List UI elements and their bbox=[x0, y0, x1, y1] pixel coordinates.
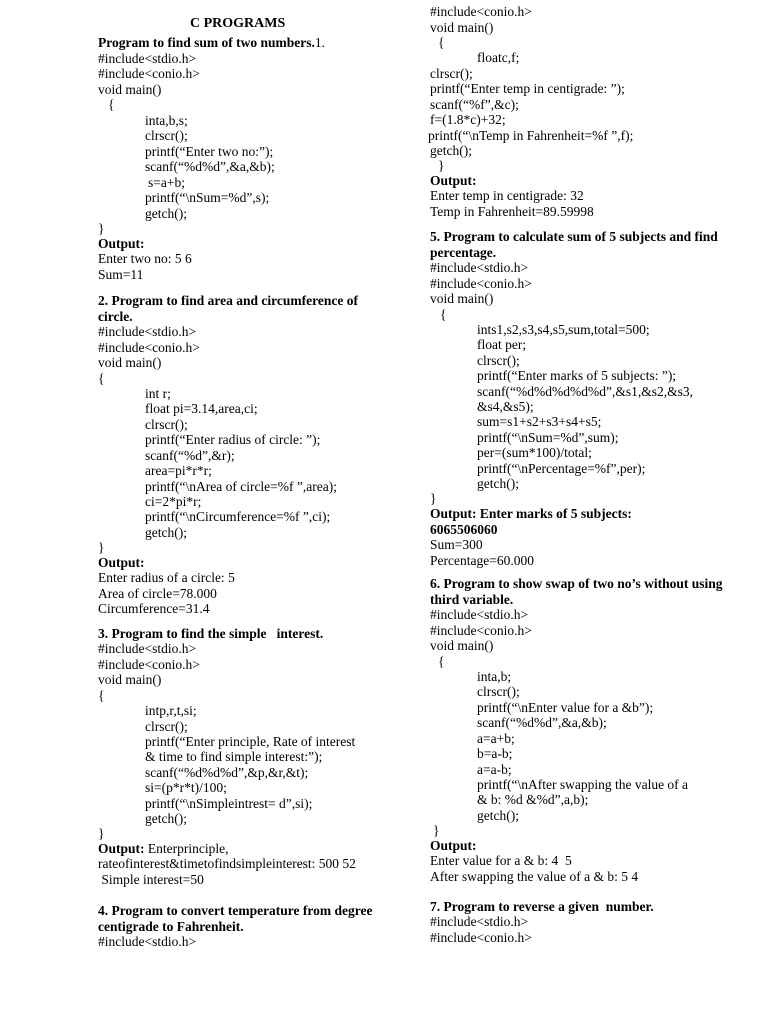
text-line bbox=[433, 823, 439, 839]
text-line bbox=[477, 368, 676, 384]
plain-text: area=pi*r*r; bbox=[145, 463, 212, 478]
plain-text: { bbox=[438, 35, 445, 50]
bold-text: circle. bbox=[98, 309, 133, 324]
text-line bbox=[145, 719, 188, 735]
text-line bbox=[98, 324, 196, 340]
plain-text: Enter temp in centigrade: 32 bbox=[430, 188, 584, 203]
text-line bbox=[98, 641, 196, 657]
plain-text: &s4,&s5); bbox=[477, 399, 534, 414]
plain-text: scanf(“%f”,&c); bbox=[430, 97, 519, 112]
plain-text: printf(“\nTemp in Fahrenheit=%f ”,f); bbox=[428, 128, 634, 143]
bold-text: Output: bbox=[98, 841, 148, 856]
text-line bbox=[98, 355, 161, 371]
text-line bbox=[430, 930, 532, 946]
plain-text: sum=s1+s2+s3+s4+s5; bbox=[477, 414, 602, 429]
plain-text: #include<conio.h> bbox=[98, 66, 200, 81]
text-line bbox=[98, 309, 133, 325]
text-line bbox=[477, 445, 592, 461]
plain-text: void main() bbox=[98, 82, 162, 97]
text-line bbox=[145, 509, 330, 525]
plain-text: per=(sum*100)/total; bbox=[477, 445, 592, 460]
text-line bbox=[477, 792, 588, 808]
text-line bbox=[430, 66, 473, 82]
text-line bbox=[430, 899, 654, 915]
plain-text: clrscr(); bbox=[477, 684, 520, 699]
text-line bbox=[430, 97, 519, 113]
text-line bbox=[440, 307, 446, 323]
plain-text: clrscr(); bbox=[145, 719, 188, 734]
plain-text: a=a-b; bbox=[477, 762, 512, 777]
text-line bbox=[477, 50, 519, 66]
plain-text: s=a+b; bbox=[148, 175, 185, 190]
text-line bbox=[98, 236, 145, 252]
plain-text: printf(“\nSum=%d”,sum); bbox=[477, 430, 619, 445]
bold-text: centigrade to Fahrenheit. bbox=[98, 919, 244, 934]
text-line bbox=[430, 607, 528, 623]
plain-text: clrscr(); bbox=[145, 128, 188, 143]
text-line bbox=[477, 353, 520, 369]
plain-text: Temp in Fahrenheit=89.59998 bbox=[430, 204, 594, 219]
plain-text: #include<stdio.h> bbox=[430, 607, 529, 622]
text-line bbox=[145, 206, 187, 222]
plain-text: Sum=300 bbox=[430, 537, 483, 552]
text-line bbox=[98, 35, 328, 51]
plain-text: Simple interest=50 bbox=[98, 872, 204, 887]
plain-text: printf(“\nEnter value for a &b”); bbox=[477, 700, 654, 715]
plain-text: getch(); bbox=[145, 811, 187, 826]
text-line bbox=[98, 570, 235, 586]
text-line bbox=[430, 491, 436, 507]
text-line bbox=[430, 81, 625, 97]
plain-text: Enter value for a & b: 4 5 bbox=[430, 853, 572, 868]
text-line bbox=[98, 251, 192, 267]
plain-text: void main() bbox=[430, 20, 494, 35]
text-line bbox=[477, 762, 512, 778]
text-line bbox=[145, 780, 227, 796]
plain-text: printf(“Enter two no:”); bbox=[145, 144, 274, 159]
plain-text: f=(1.8*c)+32; bbox=[430, 112, 506, 127]
plain-text: printf(“Enter temp in centigrade: ”); bbox=[430, 81, 625, 96]
plain-text: #include<conio.h> bbox=[430, 276, 532, 291]
text-line bbox=[430, 638, 493, 654]
plain-text: float per; bbox=[477, 337, 527, 352]
text-line bbox=[145, 463, 212, 479]
plain-text: After swapping the value of a & b: 5 4 bbox=[430, 869, 639, 884]
text-line bbox=[145, 190, 269, 206]
plain-text: clrscr(); bbox=[430, 66, 473, 81]
text-line bbox=[108, 97, 114, 113]
text-line bbox=[98, 626, 323, 642]
text-line bbox=[430, 553, 534, 569]
document-title: C PROGRAMS bbox=[190, 16, 286, 31]
bold-text: Output: bbox=[98, 236, 145, 251]
plain-text: } bbox=[98, 221, 105, 236]
text-line bbox=[430, 506, 632, 522]
plain-text: { bbox=[108, 97, 115, 112]
text-line bbox=[477, 322, 650, 338]
bold-text: Output: bbox=[430, 173, 477, 188]
text-line bbox=[145, 479, 337, 495]
text-line bbox=[430, 914, 528, 930]
text-line bbox=[145, 749, 322, 765]
plain-text: void main() bbox=[430, 291, 494, 306]
plain-text: Sum=11 bbox=[98, 267, 144, 282]
plain-text: printf(“Enter radius of circle: ”); bbox=[145, 432, 321, 447]
bold-text: third variable. bbox=[430, 592, 514, 607]
bold-text: percentage. bbox=[430, 245, 497, 260]
text-line bbox=[477, 700, 653, 716]
text-line bbox=[98, 221, 104, 237]
bold-text: 2. Program to find area and circumference of bbox=[98, 293, 358, 308]
plain-text: #include<stdio.h> bbox=[430, 914, 529, 929]
text-line bbox=[98, 934, 196, 950]
text-line bbox=[98, 66, 200, 82]
bold-text: Output: Enter marks of 5 subjects: bbox=[430, 506, 632, 521]
plain-text: } bbox=[438, 158, 445, 173]
bold-text: 5. Program to calculate sum of 5 subjects and find bbox=[430, 229, 718, 244]
plain-text: void main() bbox=[98, 672, 162, 687]
plain-text: { bbox=[440, 307, 447, 322]
text-line bbox=[98, 903, 373, 919]
plain-text: getch(); bbox=[430, 143, 472, 158]
bold-text: 6. Program to show swap of two no’s without using bbox=[430, 576, 723, 591]
plain-text: printf(“\nArea of circle=%f ”,area); bbox=[145, 479, 337, 494]
plain-text: & time to find simple interest:”); bbox=[145, 749, 323, 764]
plain-text: { bbox=[98, 688, 105, 703]
text-line bbox=[477, 461, 645, 477]
plain-text: } bbox=[430, 491, 437, 506]
text-line bbox=[477, 476, 519, 492]
plain-text: void main() bbox=[430, 638, 494, 653]
plain-text: #include<conio.h> bbox=[98, 657, 200, 672]
plain-text: scanf(“%d%d%d%d%d”,&s1,&s2,&s3, bbox=[477, 384, 693, 399]
plain-text: #include<stdio.h> bbox=[98, 324, 197, 339]
text-line bbox=[98, 672, 161, 688]
text-line bbox=[98, 826, 104, 842]
plain-text: Circumference=31.4 bbox=[98, 601, 210, 616]
plain-text: inta,b,s; bbox=[145, 113, 188, 128]
plain-text: #include<stdio.h> bbox=[430, 260, 529, 275]
plain-text: & b: %d &%d”,a,b); bbox=[477, 792, 589, 807]
text-line bbox=[430, 576, 723, 592]
text-line bbox=[98, 555, 145, 571]
text-line bbox=[430, 112, 506, 128]
bold-text: Output: bbox=[98, 555, 145, 570]
text-line bbox=[145, 703, 197, 719]
plain-text: float pi=3.14,area,ci; bbox=[145, 401, 258, 416]
plain-text: printf(“Enter principle, Rate of interest bbox=[145, 734, 356, 749]
plain-text: #include<conio.h> bbox=[430, 4, 532, 19]
text-line bbox=[145, 144, 273, 160]
plain-text: floatc,f; bbox=[477, 50, 520, 65]
text-line bbox=[145, 401, 258, 417]
plain-text: scanf(“%d”,&r); bbox=[145, 448, 235, 463]
bold-text: Output: bbox=[430, 838, 477, 853]
text-line bbox=[477, 731, 515, 747]
plain-text: intp,r,t,si; bbox=[145, 703, 197, 718]
plain-text: printf(“Enter marks of 5 subjects: ”); bbox=[477, 368, 677, 383]
text-line bbox=[430, 522, 498, 538]
plain-text: #include<conio.h> bbox=[430, 930, 532, 945]
plain-text: 1. bbox=[314, 35, 329, 50]
plain-text: #include<conio.h> bbox=[430, 623, 532, 638]
plain-text: } bbox=[98, 540, 105, 555]
text-line bbox=[438, 654, 444, 670]
plain-text: scanf(“%d%d%d”,&p,&r,&t); bbox=[145, 765, 309, 780]
bold-text: 6065506060 bbox=[430, 522, 498, 537]
plain-text: void main() bbox=[98, 355, 162, 370]
plain-text: rateofinterest&timetofindsimpleinterest: 500 52 bbox=[98, 856, 356, 871]
plain-text: #include<stdio.h> bbox=[98, 934, 197, 949]
plain-text: getch(); bbox=[145, 206, 187, 221]
text-line bbox=[98, 872, 204, 888]
plain-text: { bbox=[98, 371, 105, 386]
plain-text: { bbox=[438, 654, 445, 669]
bold-text: Program to find sum of two numbers. bbox=[98, 35, 315, 50]
plain-text: Area of circle=78.000 bbox=[98, 586, 217, 601]
text-line bbox=[98, 586, 217, 602]
plain-text: inta,b; bbox=[477, 669, 512, 684]
text-line bbox=[98, 293, 358, 309]
text-line bbox=[430, 623, 532, 639]
text-line bbox=[430, 853, 572, 869]
bold-text: 3. Program to find the simple interest. bbox=[98, 626, 324, 641]
text-line bbox=[477, 414, 601, 430]
text-line bbox=[430, 204, 594, 220]
text-line bbox=[477, 777, 688, 793]
plain-text: printf(“\nAfter swapping the value of a bbox=[477, 777, 689, 792]
text-line bbox=[428, 128, 633, 144]
text-line bbox=[430, 143, 472, 159]
text-line bbox=[98, 841, 228, 857]
text-line bbox=[145, 128, 188, 144]
plain-text: printf(“\nSimpleintrest= d”,si); bbox=[145, 796, 313, 811]
plain-text: clrscr(); bbox=[477, 353, 520, 368]
text-line bbox=[430, 20, 493, 36]
plain-text: printf(“\nPercentage=%f”,per); bbox=[477, 461, 646, 476]
plain-text: #include<stdio.h> bbox=[98, 51, 197, 66]
plain-text: int r; bbox=[145, 386, 171, 401]
text-line bbox=[98, 657, 200, 673]
text-line bbox=[98, 371, 104, 387]
text-line bbox=[145, 525, 187, 541]
plain-text: scanf(“%d%d”,&a,&b); bbox=[145, 159, 275, 174]
text-line bbox=[430, 229, 718, 245]
plain-text: b=a-b; bbox=[477, 746, 513, 761]
text-line bbox=[430, 173, 477, 189]
plain-text: clrscr(); bbox=[145, 417, 188, 432]
text-line bbox=[477, 684, 520, 700]
text-line bbox=[430, 869, 638, 885]
text-line bbox=[430, 4, 532, 20]
plain-text: } bbox=[98, 826, 105, 841]
plain-text: Enter two no: 5 6 bbox=[98, 251, 192, 266]
text-line bbox=[477, 337, 526, 353]
text-line bbox=[98, 82, 161, 98]
text-line bbox=[98, 267, 143, 283]
plain-text: getch(); bbox=[145, 525, 187, 540]
plain-text: a=a+b; bbox=[477, 731, 515, 746]
text-line bbox=[430, 838, 477, 854]
text-line bbox=[145, 159, 275, 175]
text-line bbox=[145, 811, 187, 827]
plain-text: Percentage=60.000 bbox=[430, 553, 534, 568]
plain-text: scanf(“%d%d”,&a,&b); bbox=[477, 715, 607, 730]
text-line bbox=[148, 175, 185, 191]
text-line bbox=[98, 856, 356, 872]
text-line bbox=[98, 340, 200, 356]
text-line bbox=[430, 245, 496, 261]
plain-text: si=(p*r*t)/100; bbox=[145, 780, 227, 795]
plain-text: getch(); bbox=[477, 808, 519, 823]
text-line bbox=[438, 35, 444, 51]
text-line bbox=[477, 384, 693, 400]
text-line bbox=[430, 188, 584, 204]
text-line bbox=[145, 765, 308, 781]
text-line bbox=[477, 399, 534, 415]
text-line bbox=[98, 51, 196, 67]
text-line bbox=[98, 540, 104, 556]
text-line bbox=[98, 688, 104, 704]
plain-text: Enterprinciple, bbox=[147, 841, 229, 856]
plain-text: printf(“\nCircumference=%f ”,ci); bbox=[145, 509, 331, 524]
text-line bbox=[145, 734, 355, 750]
bold-text: 7. Program to reverse a given number. bbox=[430, 899, 654, 914]
text-line bbox=[145, 113, 188, 129]
plain-text: getch(); bbox=[477, 476, 519, 491]
text-line bbox=[145, 417, 188, 433]
bold-text: 4. Program to convert temperature from degree bbox=[98, 903, 373, 918]
text-line bbox=[430, 592, 513, 608]
text-line bbox=[477, 669, 511, 685]
text-line bbox=[145, 432, 320, 448]
plain-text: #include<stdio.h> bbox=[98, 641, 197, 656]
text-line bbox=[145, 386, 171, 402]
plain-text: #include<conio.h> bbox=[98, 340, 200, 355]
text-line bbox=[430, 537, 483, 553]
text-line bbox=[430, 260, 528, 276]
plain-text: printf(“\nSum=%d”,s); bbox=[145, 190, 270, 205]
text-line bbox=[477, 430, 618, 446]
plain-text: ci=2*pi*r; bbox=[145, 494, 202, 509]
text-line bbox=[145, 494, 201, 510]
plain-text: } bbox=[433, 823, 440, 838]
text-line bbox=[98, 919, 244, 935]
text-line bbox=[98, 601, 209, 617]
plain-text: Enter radius of a circle: 5 bbox=[98, 570, 235, 585]
text-line bbox=[145, 796, 312, 812]
plain-text: ints1,s2,s3,s4,s5,sum,total=500; bbox=[477, 322, 650, 337]
text-line bbox=[477, 808, 519, 824]
text-line bbox=[477, 746, 512, 762]
text-line bbox=[438, 158, 444, 174]
text-line bbox=[430, 291, 493, 307]
text-line bbox=[430, 276, 532, 292]
text-line bbox=[477, 715, 607, 731]
text-line bbox=[145, 448, 235, 464]
